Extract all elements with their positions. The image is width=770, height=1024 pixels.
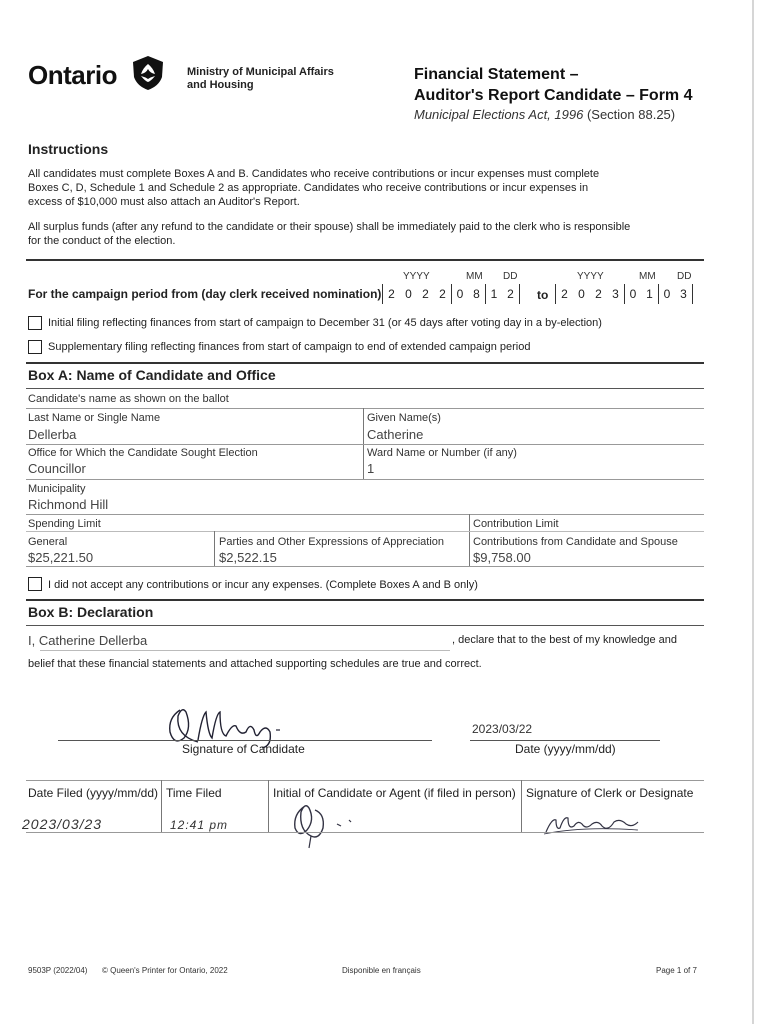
divider bbox=[26, 832, 704, 833]
box-b-heading: Box B: Declaration bbox=[28, 604, 154, 620]
initial-filing-label: Initial filing reflecting finances from start of campaign to December 31 (or 45 days after voting day in a by-election) bbox=[48, 317, 602, 329]
divider bbox=[26, 566, 704, 567]
ward-value[interactable]: 1 bbox=[367, 461, 375, 476]
form-title-line-1: Financial Statement – bbox=[414, 66, 579, 83]
ministry-line-2: and Housing bbox=[187, 79, 254, 91]
from-date-field[interactable] bbox=[382, 284, 520, 304]
divider bbox=[26, 444, 704, 445]
date-end bbox=[519, 284, 520, 304]
date-digit: 0 bbox=[451, 284, 468, 304]
page-number: Page 1 of 7 bbox=[656, 966, 697, 975]
form-title bbox=[414, 64, 693, 106]
signature-line bbox=[58, 740, 432, 741]
page-edge bbox=[752, 0, 754, 1024]
declare-text: , declare that to the best of my knowledge and bbox=[452, 634, 678, 646]
divider bbox=[26, 599, 704, 601]
date-digit: 0 bbox=[658, 284, 675, 304]
to-date-field[interactable] bbox=[555, 284, 693, 304]
date-digit: 3 bbox=[612, 287, 619, 301]
date-digit: 1 bbox=[646, 287, 653, 301]
act-name: Municipal Elections Act, 1996 bbox=[414, 107, 584, 122]
ministry-name bbox=[187, 66, 334, 92]
parties-label: Parties and Other Expressions of Appreciation bbox=[219, 536, 445, 548]
no-contributions-checkbox[interactable] bbox=[28, 577, 42, 591]
instructions-line: excess of $10,000 must also attach an Auditor's Report. bbox=[28, 196, 300, 208]
contribution-limit-label: Contribution Limit bbox=[473, 518, 559, 530]
municipality-label: Municipality bbox=[28, 483, 86, 495]
time-filed-label: Time Filed bbox=[166, 786, 222, 800]
office-label: Office for Which the Candidate Sought Election bbox=[28, 447, 258, 459]
office-value[interactable]: Councillor bbox=[28, 461, 86, 476]
column-divider bbox=[214, 531, 215, 566]
divider bbox=[26, 362, 704, 364]
to-mm-label: MM bbox=[639, 271, 656, 282]
date-digit: 2 bbox=[561, 287, 568, 301]
clerk-signature bbox=[542, 812, 642, 838]
parties-value[interactable]: $2,522.15 bbox=[219, 550, 277, 565]
date-digit: 2 bbox=[595, 287, 602, 301]
instructions-line: for the conduct of the election. bbox=[28, 235, 176, 247]
from-yyyy-label: YYYY bbox=[403, 271, 430, 282]
column-divider bbox=[161, 780, 162, 832]
time-filed-value[interactable]: 12:41 pm bbox=[170, 818, 229, 832]
general-label: General bbox=[28, 536, 68, 548]
date-digit: 1 bbox=[485, 284, 502, 304]
name-underline bbox=[40, 650, 450, 651]
campaign-period-label: For the campaign period from (day clerk received nomination) bbox=[28, 287, 382, 301]
divider bbox=[26, 408, 704, 409]
initial-filing-checkbox[interactable] bbox=[28, 316, 42, 330]
copyright: © Queen's Printer for Ontario, 2022 bbox=[102, 966, 228, 975]
column-divider bbox=[521, 780, 522, 832]
french-available: Disponible en français bbox=[342, 966, 421, 975]
date-end bbox=[692, 284, 693, 304]
form-code: 9503P (2022/04) bbox=[28, 966, 88, 975]
instructions-line: All candidates must complete Boxes A and B. Candidates who receive contributions or incur expenses must complete bbox=[28, 168, 600, 180]
agent-initial-mark bbox=[285, 800, 365, 850]
declarant-name[interactable]: I, Catherine Dellerba bbox=[28, 633, 148, 648]
supplementary-filing-label: Supplementary filing reflecting finances from start of campaign to end of extended campaign period bbox=[48, 341, 531, 353]
divider bbox=[26, 259, 704, 261]
signature-label: Signature of Candidate bbox=[182, 742, 305, 756]
last-name-label: Last Name or Single Name bbox=[28, 412, 161, 424]
date-digit: 0 bbox=[578, 287, 585, 301]
to-yyyy-label: YYYY bbox=[577, 271, 604, 282]
from-dd-label: DD bbox=[503, 271, 518, 282]
spending-limit-label: Spending Limit bbox=[28, 518, 101, 530]
declaration-date-value[interactable]: 2023/03/22 bbox=[472, 722, 533, 736]
given-name-value[interactable]: Catherine bbox=[367, 427, 424, 442]
to-label: to bbox=[537, 288, 549, 302]
instructions-para-2 bbox=[28, 220, 728, 248]
date-digit: 2 bbox=[422, 287, 429, 301]
date-filed-value[interactable]: 2023/03/23 bbox=[22, 816, 103, 832]
column-divider bbox=[268, 780, 269, 832]
date-digit: 2 bbox=[507, 287, 514, 301]
act-reference bbox=[414, 107, 675, 122]
date-digit: 2 bbox=[388, 287, 395, 301]
last-name-value[interactable]: Dellerba bbox=[28, 427, 77, 442]
column-divider bbox=[469, 514, 470, 566]
ontario-logo bbox=[28, 60, 117, 91]
belief-text: belief that these financial statements and attached supporting schedules are true and correct. bbox=[28, 658, 482, 670]
ministry-line-1: Ministry of Municipal Affairs bbox=[187, 66, 334, 78]
trillium-icon bbox=[131, 55, 165, 91]
ward-label: Ward Name or Number (if any) bbox=[367, 447, 517, 459]
initial-agent-label: Initial of Candidate or Agent (if filed in person) bbox=[273, 786, 516, 800]
date-digit: 2 bbox=[439, 287, 446, 301]
divider bbox=[26, 625, 704, 626]
date-digit: 3 bbox=[680, 287, 687, 301]
municipality-value[interactable]: Richmond Hill bbox=[28, 497, 109, 512]
date-digit: 0 bbox=[405, 287, 412, 301]
instructions-heading: Instructions bbox=[28, 141, 109, 157]
date-line bbox=[470, 740, 660, 741]
instructions-line: All surplus funds (after any refund to the candidate or their spouse) shall be immediately paid to the clerk who is responsible bbox=[28, 221, 631, 233]
to-dd-label: DD bbox=[677, 271, 692, 282]
divider bbox=[26, 388, 704, 389]
supplementary-filing-checkbox[interactable] bbox=[28, 340, 42, 354]
declaration-date-label: Date (yyyy/mm/dd) bbox=[515, 742, 616, 756]
divider bbox=[26, 780, 704, 781]
act-section: (Section 88.25) bbox=[583, 107, 676, 122]
clerk-signature-label: Signature of Clerk or Designate bbox=[526, 786, 694, 800]
form-title-line-2: Auditor's Report Candidate – Form 4 bbox=[414, 87, 693, 104]
no-contributions-label: I did not accept any contributions or incur any expenses. (Complete Boxes A and B only) bbox=[48, 579, 478, 591]
divider bbox=[26, 531, 704, 532]
logo-text: Ontario bbox=[28, 60, 117, 90]
divider bbox=[26, 479, 704, 480]
divider bbox=[26, 514, 704, 515]
given-name-label: Given Name(s) bbox=[367, 412, 441, 424]
date-digit: 0 bbox=[624, 284, 641, 304]
instructions-line: Boxes C, D, Schedule 1 and Schedule 2 as appropriate. Candidates who receive contributions or incur expenses in bbox=[28, 182, 589, 194]
from-mm-label: MM bbox=[466, 271, 483, 282]
ballot-note: Candidate's name as shown on the ballot bbox=[28, 393, 229, 405]
instructions-para-1 bbox=[28, 167, 728, 209]
date-digit: 8 bbox=[473, 287, 480, 301]
contrib-spouse-label: Contributions from Candidate and Spouse bbox=[473, 536, 678, 548]
general-value[interactable]: $25,221.50 bbox=[28, 550, 94, 565]
date-filed-label: Date Filed (yyyy/mm/dd) bbox=[28, 786, 159, 800]
box-a-heading: Box A: Name of Candidate and Office bbox=[28, 367, 276, 383]
contrib-spouse-value[interactable]: $9,758.00 bbox=[473, 550, 531, 565]
